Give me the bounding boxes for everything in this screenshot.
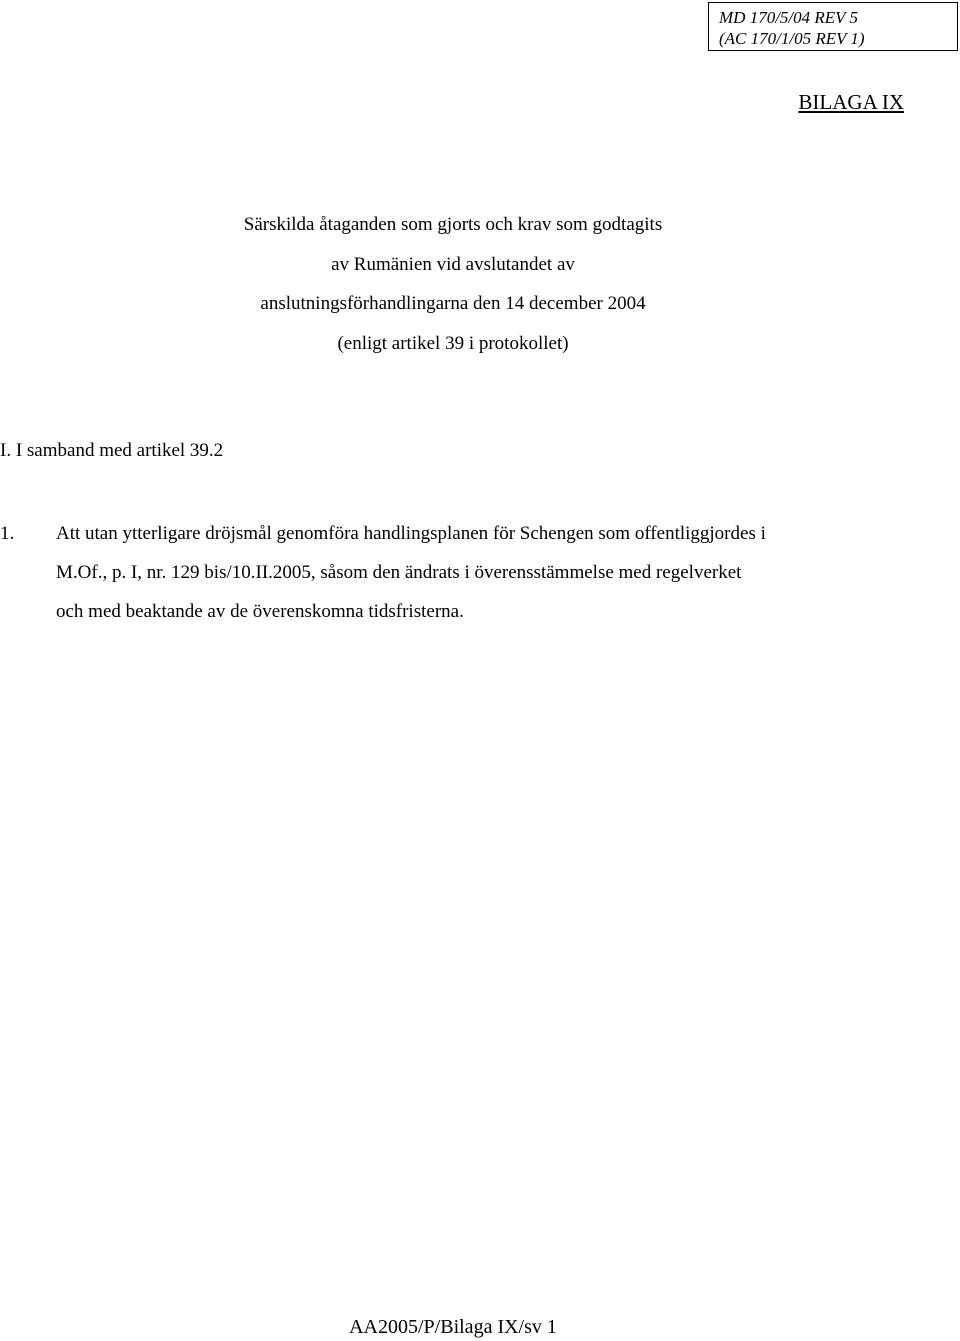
item-number: 1.: [0, 523, 15, 544]
reference-line-ac: (AC 170/1/05 REV 1): [719, 29, 865, 48]
document-title: [0, 205, 906, 363]
title-line: (enligt artikel 39 i protokollet): [337, 332, 569, 354]
list-item: [0, 514, 960, 631]
reference-line-md: MD 170/5/04 REV 5: [719, 8, 858, 27]
annex-label: BILAGA IX: [798, 90, 904, 114]
title-line: anslutningsförhandlingarna den 14 december 2004: [260, 293, 646, 314]
title-line: Särskilda åtaganden som gjorts och krav som godtagits: [243, 214, 663, 235]
page-footer-code: AA2005/P/Bilaga IX/sv 1: [349, 1316, 557, 1338]
document-reference-box: [708, 2, 958, 51]
section-heading: I. I samband med artikel 39.2: [0, 440, 224, 461]
item-text-line: M.Of., p. I, nr. 129 bis/10.II.2005, såsom den ändrats i överensstämmelse med regelverket: [56, 562, 742, 583]
item-text-line: och med beaktande av de överenskomna tidsfristerna.: [56, 601, 464, 622]
item-text-line: Att utan ytterligare dröjsmål genomföra handlingsplanen för Schengen som offentliggjordes i: [56, 523, 766, 544]
title-line: av Rumänien vid avslutandet av: [331, 253, 575, 275]
